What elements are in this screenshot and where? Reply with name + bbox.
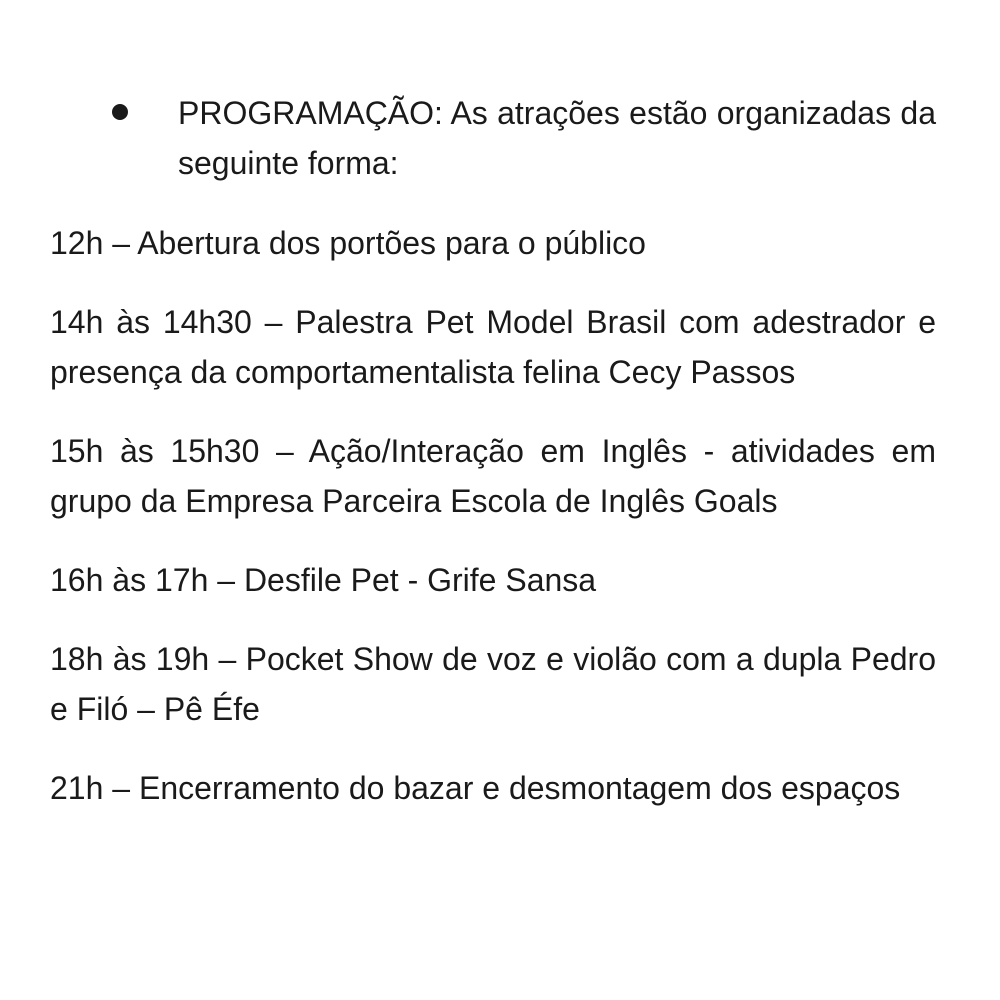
schedule-item-12h: 12h – Abertura dos portões para o público	[50, 225, 646, 261]
schedule-item-16h: 16h às 17h – Desfile Pet - Grife Sansa	[50, 562, 597, 598]
schedule-item-18h: 18h às 19h – Pocket Show de voz e violão com a dupla Pedro e Filó – Pê Éfe	[50, 641, 936, 727]
schedule-item-15h: 15h às 15h30 – Ação/Interação em Inglês - atividades em grupo da Empresa Parceira Escola de Inglês Goals	[50, 433, 936, 519]
bullet-icon	[112, 104, 128, 120]
schedule-item-21h: 21h – Encerramento do bazar e desmontagem dos espaços	[50, 770, 901, 806]
bullet-item	[112, 88, 936, 188]
program-heading: PROGRAMAÇÃO: As atrações estão organizadas da seguinte forma:	[178, 95, 936, 181]
schedule-item-14h: 14h às 14h30 – Palestra Pet Model Brasil com adestrador e presença da comportamentalista felina Cecy Passos	[50, 304, 936, 390]
document-page	[50, 88, 936, 842]
